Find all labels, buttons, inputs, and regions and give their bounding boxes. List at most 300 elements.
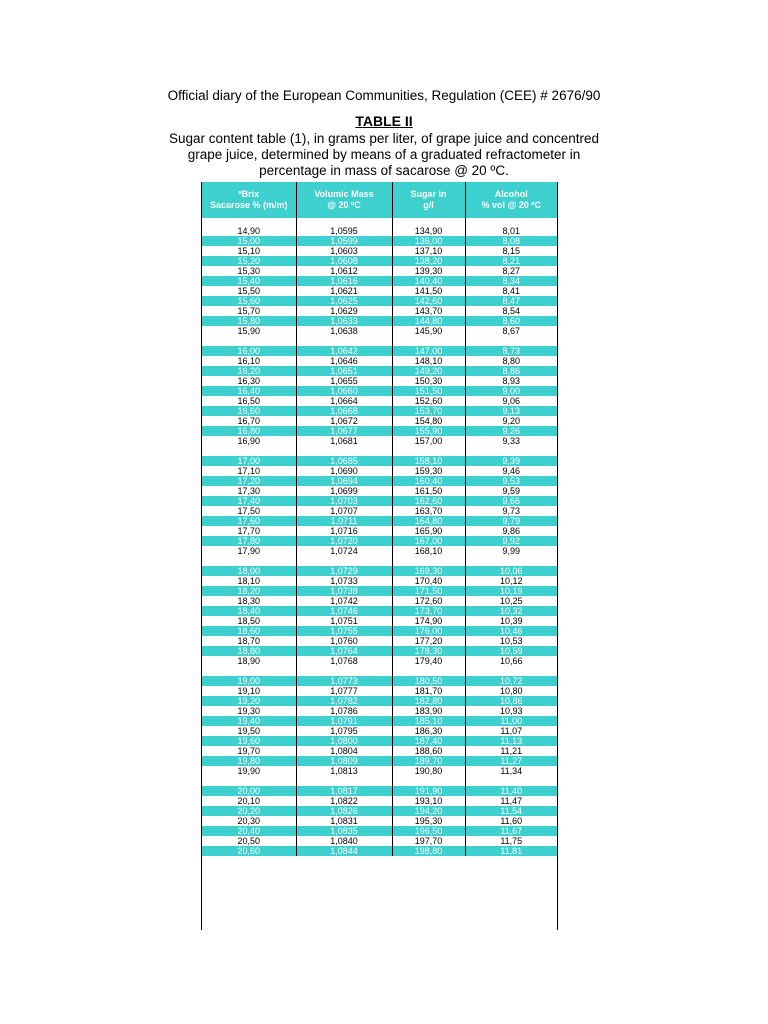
alcohol-cell: 8,67: [465, 326, 557, 336]
table-row: [202, 406, 557, 416]
volumic-mass-cell: 1,0660: [296, 386, 392, 396]
sugar-cell: 177,20: [392, 636, 465, 646]
group-spacer-row: [202, 666, 557, 676]
alcohol-cell: 10,32: [465, 606, 557, 616]
sugar-cell: 170,40: [392, 576, 465, 586]
brix-cell: 19,20: [202, 696, 296, 706]
table-row: [202, 636, 557, 646]
brix-cell: 16,00: [202, 346, 296, 356]
volumic-mass-cell: 1,0707: [296, 506, 392, 516]
alcohol-cell: 10,59: [465, 646, 557, 656]
brix-cell: 19,70: [202, 746, 296, 756]
volumic-mass-cell: 1,0633: [296, 316, 392, 326]
volumic-mass-cell: 1,0621: [296, 286, 392, 296]
volumic-mass-cell: 1,0746: [296, 606, 392, 616]
sugar-cell: 179,40: [392, 656, 465, 666]
table-row: [202, 296, 557, 306]
sugar-content-table: [201, 182, 558, 930]
table-row: [202, 846, 557, 856]
alcohol-cell: 11,67: [465, 826, 557, 836]
volumic-mass-cell: 1,0608: [296, 256, 392, 266]
brix-cell: 16,50: [202, 396, 296, 406]
volumic-mass-cell: 1,0603: [296, 246, 392, 256]
brix-cell: 16,40: [202, 386, 296, 396]
alcohol-cell: 8,34: [465, 276, 557, 286]
brix-cell: 19,00: [202, 676, 296, 686]
table-row: [202, 816, 557, 826]
table-row: [202, 466, 557, 476]
table-row: [202, 646, 557, 656]
volumic-mass-cell: 1,0817: [296, 786, 392, 796]
sugar-cell: 189,70: [392, 756, 465, 766]
brix-cell: 19,50: [202, 726, 296, 736]
alcohol-cell: 9,06: [465, 396, 557, 406]
volumic-mass-cell: 1,0844: [296, 846, 392, 856]
volumic-mass-cell: 1,0724: [296, 546, 392, 556]
volumic-mass-cell: 1,0716: [296, 526, 392, 536]
table-row: [202, 786, 557, 796]
column-header-sugar: Sugar in g/l: [392, 182, 465, 218]
table-row: [202, 736, 557, 746]
volumic-mass-cell: 1,0800: [296, 736, 392, 746]
sugar-cell: 196,50: [392, 826, 465, 836]
sugar-cell: 188,60: [392, 746, 465, 756]
brix-cell: 18,50: [202, 616, 296, 626]
volumic-mass-cell: 1,0831: [296, 816, 392, 826]
volumic-mass-cell: 1,0677: [296, 426, 392, 436]
volumic-mass-cell: 1,0642: [296, 346, 392, 356]
sugar-cell: 185,10: [392, 716, 465, 726]
table-row: [202, 426, 557, 436]
sugar-cell: 162,60: [392, 496, 465, 506]
sugar-cell: 172,60: [392, 596, 465, 606]
sugar-cell: 174,90: [392, 616, 465, 626]
table-row: [202, 616, 557, 626]
alcohol-cell: 8,93: [465, 376, 557, 386]
brix-cell: 18,70: [202, 636, 296, 646]
brix-cell: 18,00: [202, 566, 296, 576]
column-header-volumic-mass: Volumic Mass @ 20 ºC: [296, 182, 392, 218]
table-row: [202, 716, 557, 726]
volumic-mass-cell: 1,0773: [296, 676, 392, 686]
volumic-mass-cell: 1,0760: [296, 636, 392, 646]
alcohol-cell: 11,27: [465, 756, 557, 766]
volumic-mass-cell: 1,0826: [296, 806, 392, 816]
volumic-mass-cell: 1,0629: [296, 306, 392, 316]
table-row: [202, 506, 557, 516]
alcohol-cell: 11,00: [465, 716, 557, 726]
table-row: [202, 456, 557, 466]
table-row: [202, 656, 557, 666]
volumic-mass-cell: 1,0720: [296, 536, 392, 546]
group-spacer-row: [202, 556, 557, 566]
sugar-cell: 158,10: [392, 456, 465, 466]
alcohol-cell: 9,53: [465, 476, 557, 486]
table-row: [202, 566, 557, 576]
volumic-mass-cell: 1,0738: [296, 586, 392, 596]
sugar-cell: 183,90: [392, 706, 465, 716]
table-row: [202, 226, 557, 236]
volumic-mass-cell: 1,0795: [296, 726, 392, 736]
table-row: [202, 606, 557, 616]
brix-cell: 15,60: [202, 296, 296, 306]
table-row: [202, 836, 557, 846]
sugar-cell: 147,00: [392, 346, 465, 356]
table-row: [202, 826, 557, 836]
table-row: [202, 586, 557, 596]
alcohol-cell: 11,47: [465, 796, 557, 806]
table-row: [202, 596, 557, 606]
brix-cell: 20,00: [202, 786, 296, 796]
sugar-cell: 167,00: [392, 536, 465, 546]
brix-cell: 17,50: [202, 506, 296, 516]
sugar-cell: 153,70: [392, 406, 465, 416]
alcohol-cell: 9,92: [465, 536, 557, 546]
description-line-1: Sugar content table (1), in grams per liter, of grape juice and concentred: [169, 131, 599, 146]
alcohol-cell: 9,33: [465, 436, 557, 446]
sugar-cell: 190,80: [392, 766, 465, 776]
alcohol-cell: 11,54: [465, 806, 557, 816]
volumic-mass-cell: 1,0768: [296, 656, 392, 666]
table-row: [202, 706, 557, 716]
sugar-cell: 178,30: [392, 646, 465, 656]
brix-cell: 20,10: [202, 796, 296, 806]
brix-cell: 17,80: [202, 536, 296, 546]
volumic-mass-cell: 1,0703: [296, 496, 392, 506]
sugar-cell: 151,50: [392, 386, 465, 396]
sugar-cell: 159,30: [392, 466, 465, 476]
volumic-mass-cell: 1,0651: [296, 366, 392, 376]
sugar-cell: 197,70: [392, 836, 465, 846]
sugar-cell: 137,10: [392, 246, 465, 256]
sugar-cell: 141,50: [392, 286, 465, 296]
table-row: [202, 546, 557, 556]
brix-cell: 15,70: [202, 306, 296, 316]
table-row: [202, 276, 557, 286]
table-title: TABLE II: [355, 113, 413, 129]
table-row: [202, 536, 557, 546]
volumic-mass-cell: 1,0733: [296, 576, 392, 586]
alcohol-cell: 10,39: [465, 616, 557, 626]
brix-cell: 20,40: [202, 826, 296, 836]
brix-cell: 16,90: [202, 436, 296, 446]
brix-cell: 17,20: [202, 476, 296, 486]
brix-cell: 19,60: [202, 736, 296, 746]
table-body: [202, 218, 557, 856]
column-header-alcohol: Alcohol % vol @ 20 ºC: [465, 182, 557, 218]
volumic-mass-cell: 1,0668: [296, 406, 392, 416]
volumic-mass-cell: 1,0840: [296, 836, 392, 846]
table-row: [202, 516, 557, 526]
brix-cell: 18,20: [202, 586, 296, 596]
brix-cell: 15,80: [202, 316, 296, 326]
sugar-cell: 142,60: [392, 296, 465, 306]
column-header-brix: ºBrix Sacarose % (m/m): [202, 182, 296, 218]
alcohol-cell: 8,01: [465, 226, 557, 236]
brix-cell: 20,30: [202, 816, 296, 826]
volumic-mass-cell: 1,0786: [296, 706, 392, 716]
alcohol-cell: 8,41: [465, 286, 557, 296]
table-row: [202, 376, 557, 386]
sugar-cell: 149,20: [392, 366, 465, 376]
brix-cell: 19,10: [202, 686, 296, 696]
sugar-cell: 195,30: [392, 816, 465, 826]
volumic-mass-cell: 1,0646: [296, 356, 392, 366]
alcohol-cell: 8,27: [465, 266, 557, 276]
brix-cell: 18,10: [202, 576, 296, 586]
table-row: [202, 496, 557, 506]
sugar-cell: 148,10: [392, 356, 465, 366]
volumic-mass-cell: 1,0711: [296, 516, 392, 526]
brix-cell: 15,20: [202, 256, 296, 266]
brix-cell: 17,60: [202, 516, 296, 526]
sugar-cell: 198,80: [392, 846, 465, 856]
sugar-cell: 168,10: [392, 546, 465, 556]
volumic-mass-cell: 1,0681: [296, 436, 392, 446]
alcohol-cell: 10,46: [465, 626, 557, 636]
sugar-cell: 181,70: [392, 686, 465, 696]
table-row: [202, 286, 557, 296]
volumic-mass-cell: 1,0690: [296, 466, 392, 476]
alcohol-cell: 8,08: [465, 236, 557, 246]
table-row: [202, 526, 557, 536]
volumic-mass-cell: 1,0655: [296, 376, 392, 386]
brix-cell: 17,40: [202, 496, 296, 506]
table-row: [202, 626, 557, 636]
alcohol-cell: 10,80: [465, 686, 557, 696]
alcohol-cell: 11,60: [465, 816, 557, 826]
brix-cell: 20,60: [202, 846, 296, 856]
sugar-cell: 139,30: [392, 266, 465, 276]
table-row: [202, 696, 557, 706]
sugar-cell: 143,70: [392, 306, 465, 316]
brix-cell: 15,40: [202, 276, 296, 286]
brix-cell: 19,30: [202, 706, 296, 716]
alcohol-cell: 10,72: [465, 676, 557, 686]
brix-cell: 15,10: [202, 246, 296, 256]
table-header-row: [202, 182, 557, 218]
table-row: [202, 416, 557, 426]
alcohol-cell: 10,53: [465, 636, 557, 646]
alcohol-cell: 8,86: [465, 366, 557, 376]
alcohol-cell: 11,40: [465, 786, 557, 796]
brix-cell: 20,20: [202, 806, 296, 816]
alcohol-cell: 8,80: [465, 356, 557, 366]
table-row: [202, 386, 557, 396]
sugar-cell: 154,80: [392, 416, 465, 426]
table-row: [202, 796, 557, 806]
sugar-cell: 144,80: [392, 316, 465, 326]
alcohol-cell: 9,73: [465, 506, 557, 516]
volumic-mass-cell: 1,0822: [296, 796, 392, 806]
table-row: [202, 356, 557, 366]
sugar-cell: 165,90: [392, 526, 465, 536]
sugar-cell: 176,00: [392, 626, 465, 636]
sugar-cell: 161,50: [392, 486, 465, 496]
brix-cell: 19,80: [202, 756, 296, 766]
table-row: [202, 476, 557, 486]
table-row: [202, 316, 557, 326]
alcohol-cell: 8,15: [465, 246, 557, 256]
sugar-cell: 186,30: [392, 726, 465, 736]
alcohol-cell: 11,75: [465, 836, 557, 846]
description-line-2: grape juice, determined by means of a graduated refractometer in: [187, 147, 581, 162]
table-row: [202, 256, 557, 266]
sugar-cell: 157,00: [392, 436, 465, 446]
alcohol-cell: 9,00: [465, 386, 557, 396]
table-row: [202, 766, 557, 776]
volumic-mass-cell: 1,0616: [296, 276, 392, 286]
alcohol-cell: 8,47: [465, 296, 557, 306]
sugar-cell: 173,70: [392, 606, 465, 616]
volumic-mass-cell: 1,0782: [296, 696, 392, 706]
volumic-mass-cell: 1,0625: [296, 296, 392, 306]
brix-cell: 16,10: [202, 356, 296, 366]
brix-cell: 15,90: [202, 326, 296, 336]
volumic-mass-cell: 1,0742: [296, 596, 392, 606]
description-line-3: percentage in mass of sacarose @ 20 ºC.: [259, 163, 509, 178]
table-row: [202, 756, 557, 766]
alcohol-cell: 8,21: [465, 256, 557, 266]
table-row: [202, 396, 557, 406]
alcohol-cell: 11,21: [465, 746, 557, 756]
volumic-mass-cell: 1,0809: [296, 756, 392, 766]
brix-cell: 16,20: [202, 366, 296, 376]
brix-cell: 17,10: [202, 466, 296, 476]
alcohol-cell: 10,12: [465, 576, 557, 586]
alcohol-cell: 10,66: [465, 656, 557, 666]
brix-cell: 17,30: [202, 486, 296, 496]
alcohol-cell: 10,86: [465, 696, 557, 706]
brix-cell: 15,30: [202, 266, 296, 276]
brix-cell: 16,30: [202, 376, 296, 386]
sugar-cell: 134,90: [392, 226, 465, 236]
sugar-cell: 163,70: [392, 506, 465, 516]
table-row: [202, 366, 557, 376]
volumic-mass-cell: 1,0764: [296, 646, 392, 656]
sugar-cell: 136,00: [392, 236, 465, 246]
table-row: [202, 436, 557, 446]
alcohol-cell: 9,26: [465, 426, 557, 436]
volumic-mass-cell: 1,0813: [296, 766, 392, 776]
volumic-mass-cell: 1,0664: [296, 396, 392, 406]
group-spacer-row: [202, 446, 557, 456]
alcohol-cell: 9,86: [465, 526, 557, 536]
header-spacer-row: [202, 218, 557, 226]
sugar-cell: 193,10: [392, 796, 465, 806]
volumic-mass-cell: 1,0804: [296, 746, 392, 756]
brix-cell: 16,70: [202, 416, 296, 426]
alcohol-cell: 10,19: [465, 586, 557, 596]
brix-cell: 18,80: [202, 646, 296, 656]
alcohol-cell: 9,13: [465, 406, 557, 416]
volumic-mass-cell: 1,0595: [296, 226, 392, 236]
brix-cell: 15,00: [202, 236, 296, 246]
volumic-mass-cell: 1,0672: [296, 416, 392, 426]
table-row: [202, 686, 557, 696]
sugar-cell: 171,50: [392, 586, 465, 596]
table-row: [202, 806, 557, 816]
volumic-mass-cell: 1,0612: [296, 266, 392, 276]
volumic-mass-cell: 1,0791: [296, 716, 392, 726]
volumic-mass-cell: 1,0755: [296, 626, 392, 636]
volumic-mass-cell: 1,0751: [296, 616, 392, 626]
sugar-cell: 191,90: [392, 786, 465, 796]
volumic-mass-cell: 1,0835: [296, 826, 392, 836]
alcohol-cell: 10,06: [465, 566, 557, 576]
regulation-line: Official diary of the European Communities, Regulation (CEE) # 2676/90: [167, 88, 601, 103]
table-row: [202, 726, 557, 736]
brix-cell: 18,90: [202, 656, 296, 666]
alcohol-cell: 11,34: [465, 766, 557, 776]
brix-cell: 19,90: [202, 766, 296, 776]
table-row: [202, 576, 557, 586]
table-row: [202, 676, 557, 686]
alcohol-cell: 11,81: [465, 846, 557, 856]
brix-cell: 18,60: [202, 626, 296, 636]
table-row: [202, 246, 557, 256]
table-row: [202, 306, 557, 316]
sugar-cell: 152,60: [392, 396, 465, 406]
brix-cell: 16,80: [202, 426, 296, 436]
sugar-cell: 160,40: [392, 476, 465, 486]
group-spacer-row: [202, 336, 557, 346]
brix-cell: 16,60: [202, 406, 296, 416]
volumic-mass-cell: 1,0699: [296, 486, 392, 496]
volumic-mass-cell: 1,0685: [296, 456, 392, 466]
sugar-cell: 180,50: [392, 676, 465, 686]
alcohol-cell: 9,79: [465, 516, 557, 526]
brix-cell: 17,90: [202, 546, 296, 556]
table-row: [202, 346, 557, 356]
sugar-cell: 164,80: [392, 516, 465, 526]
table-row: [202, 326, 557, 336]
sugar-cell: 169,30: [392, 566, 465, 576]
brix-cell: 19,40: [202, 716, 296, 726]
sugar-cell: 145,90: [392, 326, 465, 336]
alcohol-cell: 10,25: [465, 596, 557, 606]
sugar-cell: 194,20: [392, 806, 465, 816]
volumic-mass-cell: 1,0694: [296, 476, 392, 486]
brix-cell: 18,40: [202, 606, 296, 616]
alcohol-cell: 9,59: [465, 486, 557, 496]
brix-cell: 14,90: [202, 226, 296, 236]
volumic-mass-cell: 1,0729: [296, 566, 392, 576]
sugar-cell: 187,40: [392, 736, 465, 746]
brix-cell: 20,50: [202, 836, 296, 846]
alcohol-cell: 9,20: [465, 416, 557, 426]
alcohol-cell: 9,66: [465, 496, 557, 506]
sugar-cell: 140,40: [392, 276, 465, 286]
sugar-cell: 138,20: [392, 256, 465, 266]
alcohol-cell: 11,07: [465, 726, 557, 736]
brix-cell: 17,70: [202, 526, 296, 536]
brix-cell: 18,30: [202, 596, 296, 606]
table-row: [202, 236, 557, 246]
alcohol-cell: 8,60: [465, 316, 557, 326]
volumic-mass-cell: 1,0638: [296, 326, 392, 336]
sugar-cell: 150,30: [392, 376, 465, 386]
alcohol-cell: 10,93: [465, 706, 557, 716]
group-spacer-row: [202, 776, 557, 786]
alcohol-cell: 11,13: [465, 736, 557, 746]
volumic-mass-cell: 1,0777: [296, 686, 392, 696]
alcohol-cell: 9,39: [465, 456, 557, 466]
alcohol-cell: 9,46: [465, 466, 557, 476]
sugar-cell: 155,90: [392, 426, 465, 436]
alcohol-cell: 8,73: [465, 346, 557, 356]
sugar-cell: 182,80: [392, 696, 465, 706]
